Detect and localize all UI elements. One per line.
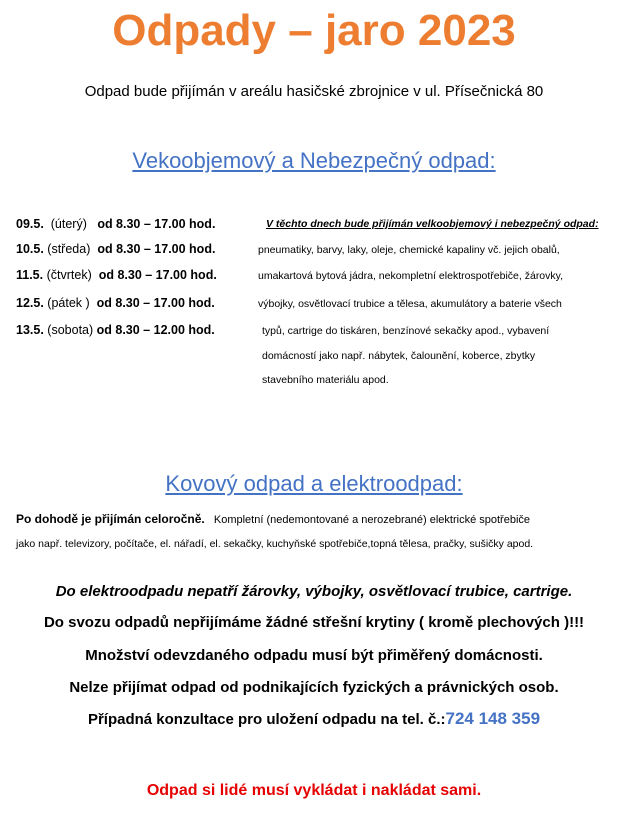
schedule-day: (pátek ) xyxy=(47,296,90,310)
note-quantity: Množství odevzdaného odpadu musí být přiměřený domácnosti. xyxy=(85,647,543,664)
description-intro: V těchto dnech bude přijímán velkoobjemový i nebezpečný odpad: xyxy=(266,218,599,230)
schedule-time: od 8.30 – 17.00 hod. xyxy=(97,217,216,231)
description-line: pneumatiky, barvy, laky, oleje, chemické kapaliny vč. jejich obalů, xyxy=(258,244,560,256)
description-line: výbojky, osvětlovací trubice a tělesa, akumulátory a baterie všech xyxy=(258,298,562,310)
schedule-time: od 8.30 – 12.00 hod. xyxy=(96,323,215,337)
schedule-time: od 8.30 – 17.00 hod. xyxy=(96,296,215,310)
section-heading-metal-electro: Kovový odpad a elektroodpad: xyxy=(165,471,463,496)
schedule-day: (čtvrtek) xyxy=(46,268,92,282)
metal-electro-paragraph xyxy=(16,511,530,528)
appliances-text: Kompletní (nedemontované a nerozebrané) elektrické spotřebiče xyxy=(213,514,531,526)
schedule-row xyxy=(16,295,215,311)
year-round-text: Po dohodě je přijímán celoročně. xyxy=(16,512,205,526)
description-line: typů, cartrige do tiskáren, benzínové sekačky apod., vybavení xyxy=(262,325,550,337)
note-businesses: Nelze přijímat odpad od podnikajících fyzických a právnických osob. xyxy=(69,679,559,696)
phone-number: 724 148 359 xyxy=(445,709,541,728)
schedule-row xyxy=(16,241,215,257)
consultation-text: Případná konzultace pro uložení odpadu na tel. č.: xyxy=(87,711,446,728)
page-title: Odpady – jaro 2023 xyxy=(112,6,516,55)
schedule-time: od 8.30 – 17.00 hod. xyxy=(97,242,216,256)
schedule-date: 13.5. xyxy=(16,323,44,337)
schedule-row xyxy=(16,322,215,338)
schedule-day: (středa) xyxy=(47,242,91,256)
schedule-date: 11.5. xyxy=(16,268,44,282)
note-electro-excluded: Do elektroodpadu nepatří žárovky, výbojky, osvětlovací trubice, cartrige. xyxy=(55,583,573,600)
schedule-date: 10.5. xyxy=(16,242,44,256)
description-line: domácností jako např. nábytek, čalounění, koberce, zbytky xyxy=(262,350,536,362)
appliances-examples: jako např. televizory, počítače, el. nářadí, el. sekačky, kuchyňské spotřebiče,topná tělesa, pračky, sušičky apod. xyxy=(16,538,534,550)
schedule-day: (sobota) xyxy=(47,323,94,337)
note-roofing-excluded: Do svozu odpadů nepřijímáme žádné střešní krytiny ( kromě plechových )!!! xyxy=(43,614,585,631)
schedule-time: od 8.30 – 17.00 hod. xyxy=(98,268,217,282)
final-note: Odpad si lidé musí vykládat i nakládat sami. xyxy=(146,782,482,799)
subtitle: Odpad bude přijímán v areálu hasičské zbrojnice v ul. Přísečnická 80 xyxy=(84,83,544,100)
description-line: umakartová bytová jádra, nekompletní elektrospotřebiče, žárovky, xyxy=(258,270,564,282)
section-heading-bulky-hazardous: Vekoobjemový a Nebezpečný odpad: xyxy=(132,148,496,173)
note-consultation xyxy=(0,708,628,731)
schedule-day: (úterý) xyxy=(50,217,87,231)
description-line: stavebního materiálu apod. xyxy=(262,374,389,386)
schedule-row xyxy=(16,267,217,283)
schedule-date: 09.5. xyxy=(16,217,44,231)
schedule-date: 12.5. xyxy=(16,296,44,310)
schedule-row xyxy=(16,216,215,232)
